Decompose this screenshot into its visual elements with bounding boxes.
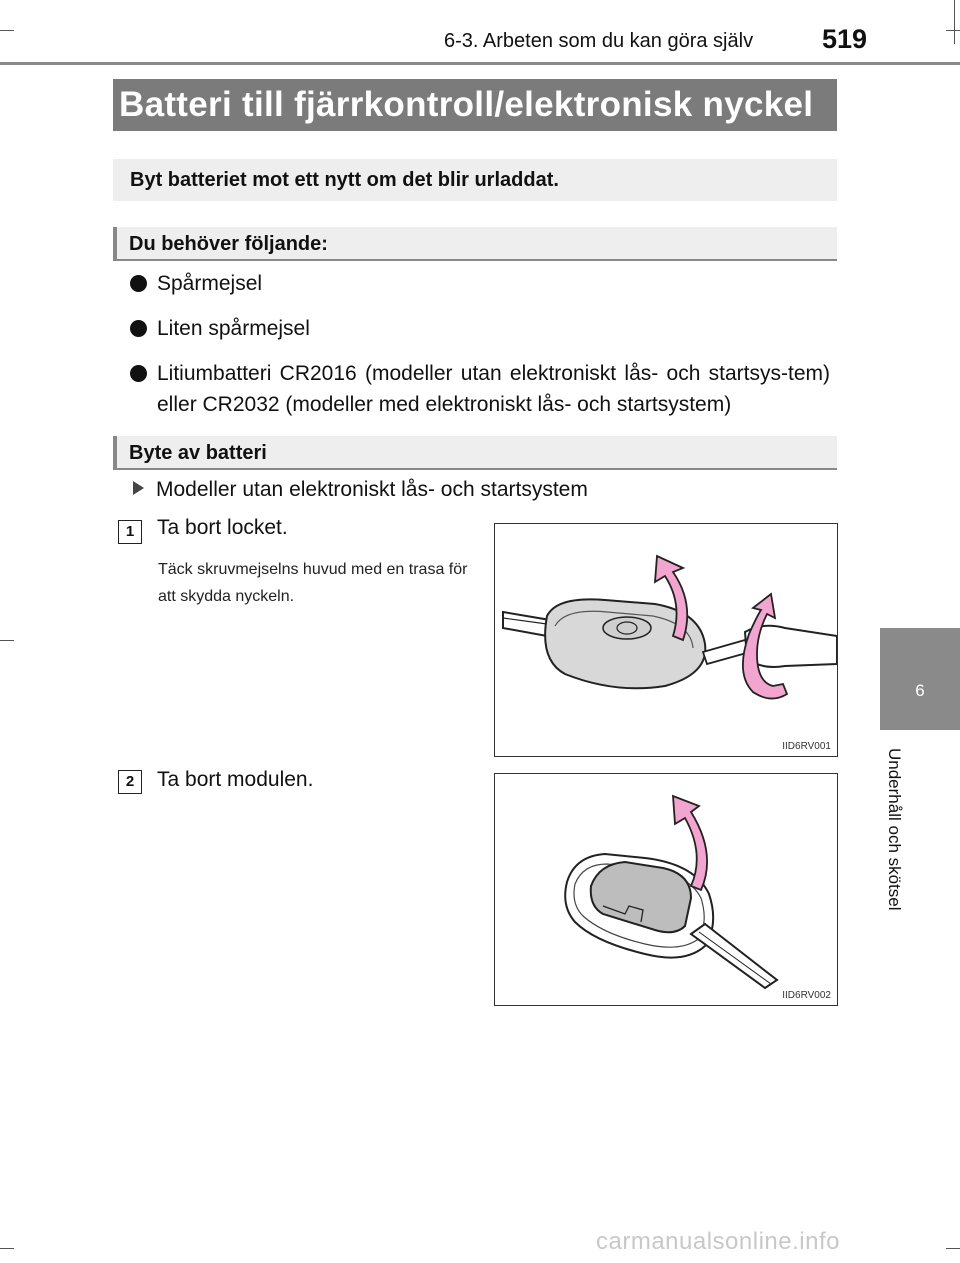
- list-item: Litiumbatteri CR2016 (modeller utan elektroniskt lås- och startsys-tem) eller CR2032 (modeller med elektroniskt lås- och startsystem): [130, 358, 830, 420]
- list-item: Spårmejsel: [130, 268, 830, 299]
- figure-code: IID6RV002: [782, 990, 831, 1001]
- section-path: 6-3. Arbeten som du kan göra själv: [444, 30, 754, 52]
- bullet-icon: [130, 320, 147, 337]
- step-text-2: Ta bort modulen.: [157, 768, 314, 791]
- crop-mark: [946, 1248, 960, 1249]
- key-module-illustration: [495, 774, 837, 1005]
- bullet-icon: [130, 275, 147, 292]
- crop-mark: [0, 30, 14, 31]
- figure-remove-module: [494, 773, 838, 1006]
- crop-mark: [954, 0, 955, 44]
- crop-mark: [946, 30, 960, 31]
- step-number-1: 1: [118, 520, 142, 544]
- replacement-heading: Byte av batteri: [113, 436, 837, 470]
- crop-mark: [0, 1248, 14, 1249]
- model-line: Modeller utan elektroniskt lås- och startsystem: [133, 478, 588, 502]
- intro-text: Byt batteriet mot ett nytt om det blir urladdat.: [113, 159, 837, 201]
- bullet-icon: [130, 365, 147, 382]
- key-cover-illustration: [495, 524, 837, 756]
- list-item: Liten spårmejsel: [130, 313, 830, 344]
- step-text-1: Ta bort locket.: [157, 516, 288, 539]
- step-number-2: 2: [118, 770, 142, 794]
- needed-list: [130, 268, 830, 434]
- figure-remove-cover: [494, 523, 838, 757]
- crop-mark: [0, 640, 14, 641]
- step-note-1: Täck skruvmejselns huvud med en trasa för att skydda nyckeln.: [158, 561, 468, 605]
- page-number: 519: [822, 24, 868, 54]
- watermark: carmanualsonline.info: [596, 1228, 840, 1255]
- triangle-arrow-icon: [133, 481, 144, 495]
- page-title: Batteri till fjärrkontroll/elektronisk nyckel: [113, 79, 837, 131]
- figure-code: IID6RV001: [782, 741, 831, 752]
- header-divider: [0, 62, 960, 65]
- needed-heading: Du behöver följande:: [113, 227, 837, 261]
- chapter-title: Underhåll och skötsel: [885, 748, 904, 911]
- chapter-tab: 6: [880, 628, 960, 730]
